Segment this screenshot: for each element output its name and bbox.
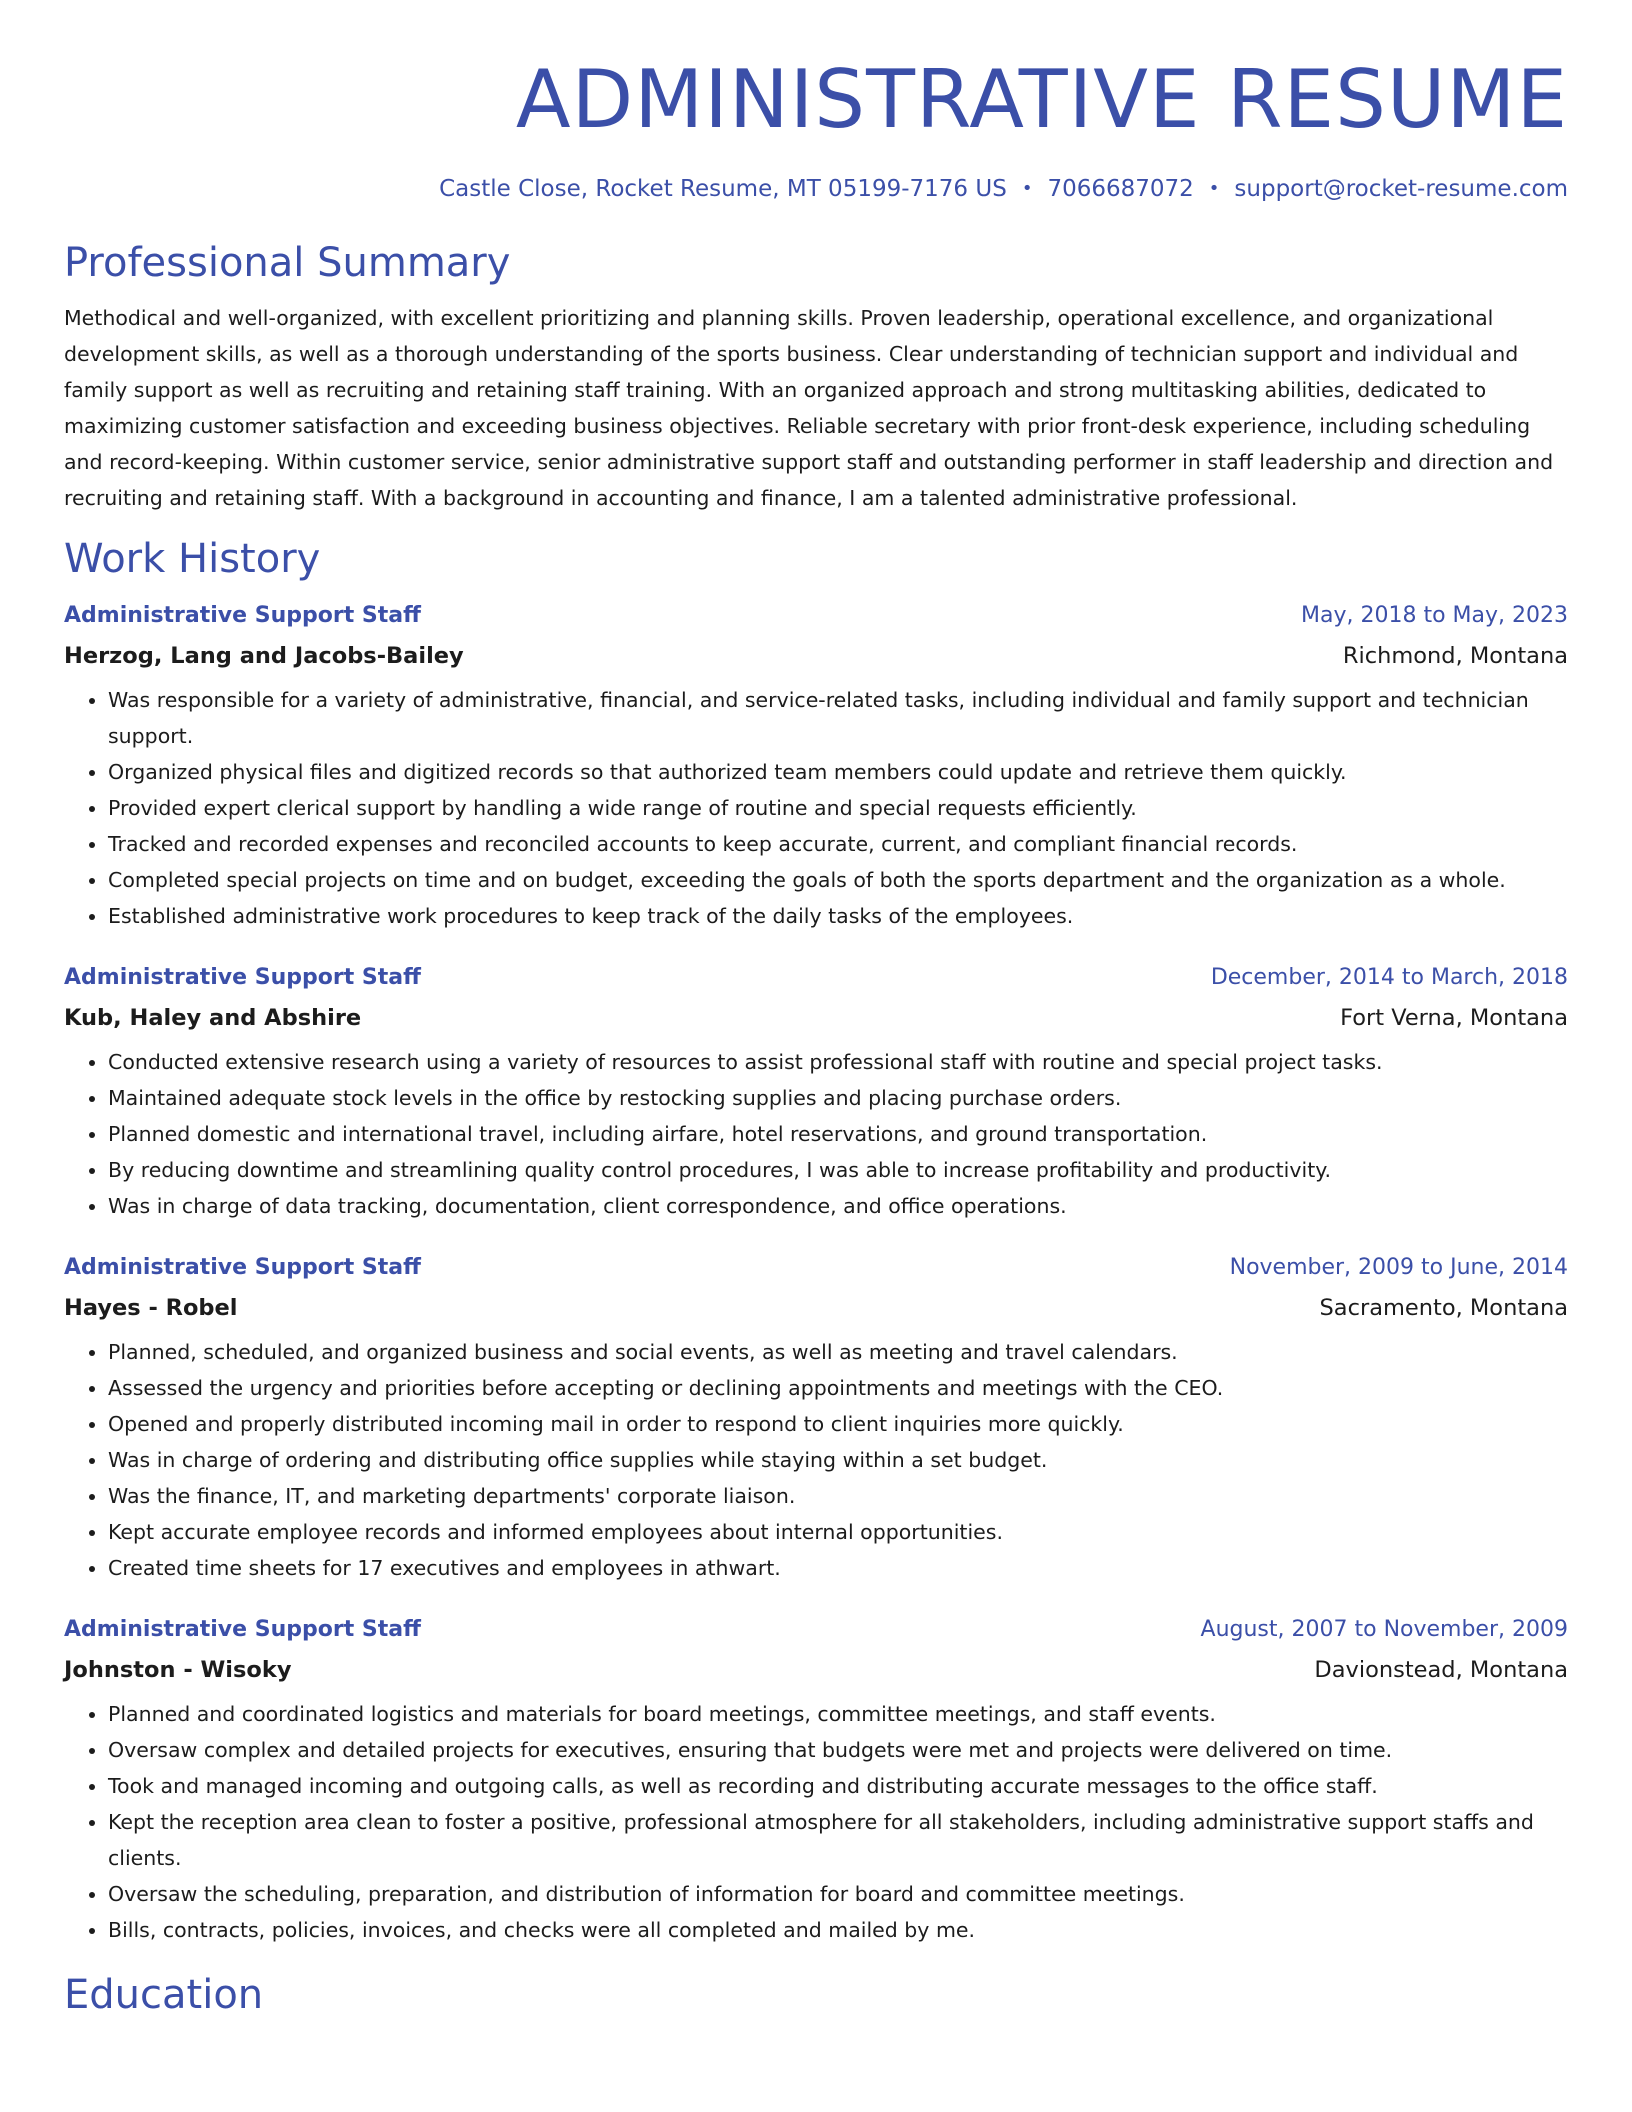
resume-header [64, 0, 1568, 202]
education-heading: Education [64, 1972, 264, 2018]
job-bullet: • Was in charge of ordering and distributing office supplies while staying within a set budget. [108, 1442, 1568, 1478]
job-title: Administrative Support Staff [64, 1255, 421, 1280]
job-dates: December, 2014 to March, 2018 [1210, 965, 1568, 990]
summary-heading: Professional Summary [64, 240, 511, 286]
summary-text: Methodical and well-organized, with excellent prioritizing and planning skills. Proven leadership, operational excellence, and organizational development skills, as well as a thorough understanding of the sports business. Clear understanding of technician support and individual and family support as well as recruiting and retaining staff training. With an organized approach and strong multitasking abilities, dedicated to maximizing customer satisfaction and exceeding business objectives. Reliable secretary with prior front-desk experience, including scheduling and record-keeping. Within customer service, senior administrative support staff and outstanding performer in staff leadership and direction and recruiting and retaining staff. With a background in accounting and finance, I am a talented administrative professional. [64, 306, 1554, 510]
contact-line [64, 176, 1568, 202]
contact-separator: • [1208, 178, 1220, 199]
job-company-row [64, 1288, 1568, 1328]
resume-name: ADMINISTRATIVE RESUME [515, 53, 1568, 146]
job-bullet: • Oversaw the scheduling, preparation, and distribution of information for board and committee meetings. [108, 1876, 1568, 1912]
job-company-row [64, 1650, 1568, 1690]
job-bullet: • Established administrative work procedures to keep track of the daily tasks of the employees. [108, 898, 1568, 934]
job-bullet: • Was in charge of data tracking, documentation, client correspondence, and office operations. [108, 1188, 1568, 1224]
job-bullet: • By reducing downtime and streamlining quality control procedures, I was able to increase profitability and productivity. [108, 1152, 1568, 1188]
job-header-row [64, 1610, 1568, 1650]
job-company: Herzog, Lang and Jacobs-Bailey [64, 643, 464, 669]
job-entry [64, 958, 1568, 1224]
job-bullet: • Oversaw complex and detailed projects for executives, ensuring that budgets were met and projects were delivered on time. [108, 1732, 1568, 1768]
job-header-row [64, 958, 1568, 998]
job-bullet: • Planned and coordinated logistics and materials for board meetings, committee meetings, and staff events. [108, 1696, 1568, 1732]
contact-email[interactable]: support@rocket-resume.com [1234, 176, 1568, 202]
job-bullet-list [64, 1696, 1568, 1948]
job-bullet: • Was responsible for a variety of administrative, financial, and service-related tasks, including individual and family support and technician support. [108, 682, 1568, 754]
job-header-row [64, 596, 1568, 636]
job-bullet: • Created time sheets for 17 executives and employees in athwart. [108, 1550, 1568, 1586]
job-bullet: • Was the finance, IT, and marketing departments' corporate liaison. [108, 1478, 1568, 1514]
contact-separator: • [1021, 178, 1033, 199]
job-company: Hayes - Robel [64, 1295, 238, 1321]
contact-phone[interactable]: 7066687072 [1047, 176, 1194, 202]
job-bullet-list [64, 682, 1568, 934]
job-bullet-list [64, 1044, 1568, 1224]
job-location: Fort Verna, Montana [1340, 1005, 1568, 1031]
job-bullet: • Maintained adequate stock levels in the office by restocking supplies and placing purchase orders. [108, 1080, 1568, 1116]
job-bullet: • Provided expert clerical support by handling a wide range of routine and special requests efficiently. [108, 790, 1568, 826]
job-bullet: • Planned, scheduled, and organized business and social events, as well as meeting and travel calendars. [108, 1334, 1568, 1370]
job-bullet: • Opened and properly distributed incoming mail in order to respond to client inquiries more quickly. [108, 1406, 1568, 1442]
job-bullet: • Kept accurate employee records and informed employees about internal opportunities. [108, 1514, 1568, 1550]
job-bullet: • Bills, contracts, policies, invoices, and checks were all completed and mailed by me. [108, 1912, 1568, 1948]
job-company-row [64, 636, 1568, 676]
work-history-heading: Work History [64, 536, 321, 582]
job-title: Administrative Support Staff [64, 603, 421, 628]
resume-page [64, 0, 1568, 2020]
job-bullet: • Organized physical files and digitized records so that authorized team members could update and retrieve them quickly. [108, 754, 1568, 790]
job-dates: August, 2007 to November, 2009 [1200, 1617, 1568, 1642]
job-bullet: • Took and managed incoming and outgoing calls, as well as recording and distributing accurate messages to the office staff. [108, 1768, 1568, 1804]
work-history-list [64, 596, 1568, 1948]
job-location: Davionstead, Montana [1314, 1657, 1568, 1683]
job-company: Kub, Haley and Abshire [64, 1005, 362, 1031]
job-location: Sacramento, Montana [1319, 1295, 1568, 1321]
job-entry [64, 1610, 1568, 1948]
job-header-row [64, 1248, 1568, 1288]
job-company-row [64, 998, 1568, 1038]
job-bullet: • Completed special projects on time and on budget, exceeding the goals of both the sports department and the organization as a whole. [108, 862, 1568, 898]
job-entry [64, 1248, 1568, 1586]
job-bullet: • Kept the reception area clean to foster a positive, professional atmosphere for all stakeholders, including administrative support staffs and clients. [108, 1804, 1568, 1876]
job-dates: November, 2009 to June, 2014 [1229, 1255, 1568, 1280]
job-title: Administrative Support Staff [64, 965, 421, 990]
job-company: Johnston - Wisoky [64, 1657, 292, 1683]
job-bullet: • Planned domestic and international travel, including airfare, hotel reservations, and ground transportation. [108, 1116, 1568, 1152]
job-dates: May, 2018 to May, 2023 [1301, 603, 1568, 628]
job-entry [64, 596, 1568, 934]
job-bullet: • Assessed the urgency and priorities before accepting or declining appointments and meetings with the CEO. [108, 1370, 1568, 1406]
job-bullet: • Conducted extensive research using a variety of resources to assist professional staff with routine and special project tasks. [108, 1044, 1568, 1080]
contact-address: Castle Close, Rocket Resume, MT 05199-7176 US [439, 176, 1007, 202]
job-bullet: • Tracked and recorded expenses and reconciled accounts to keep accurate, current, and compliant financial records. [108, 826, 1568, 862]
job-bullet-list [64, 1334, 1568, 1586]
job-title: Administrative Support Staff [64, 1617, 421, 1642]
job-location: Richmond, Montana [1342, 643, 1568, 669]
